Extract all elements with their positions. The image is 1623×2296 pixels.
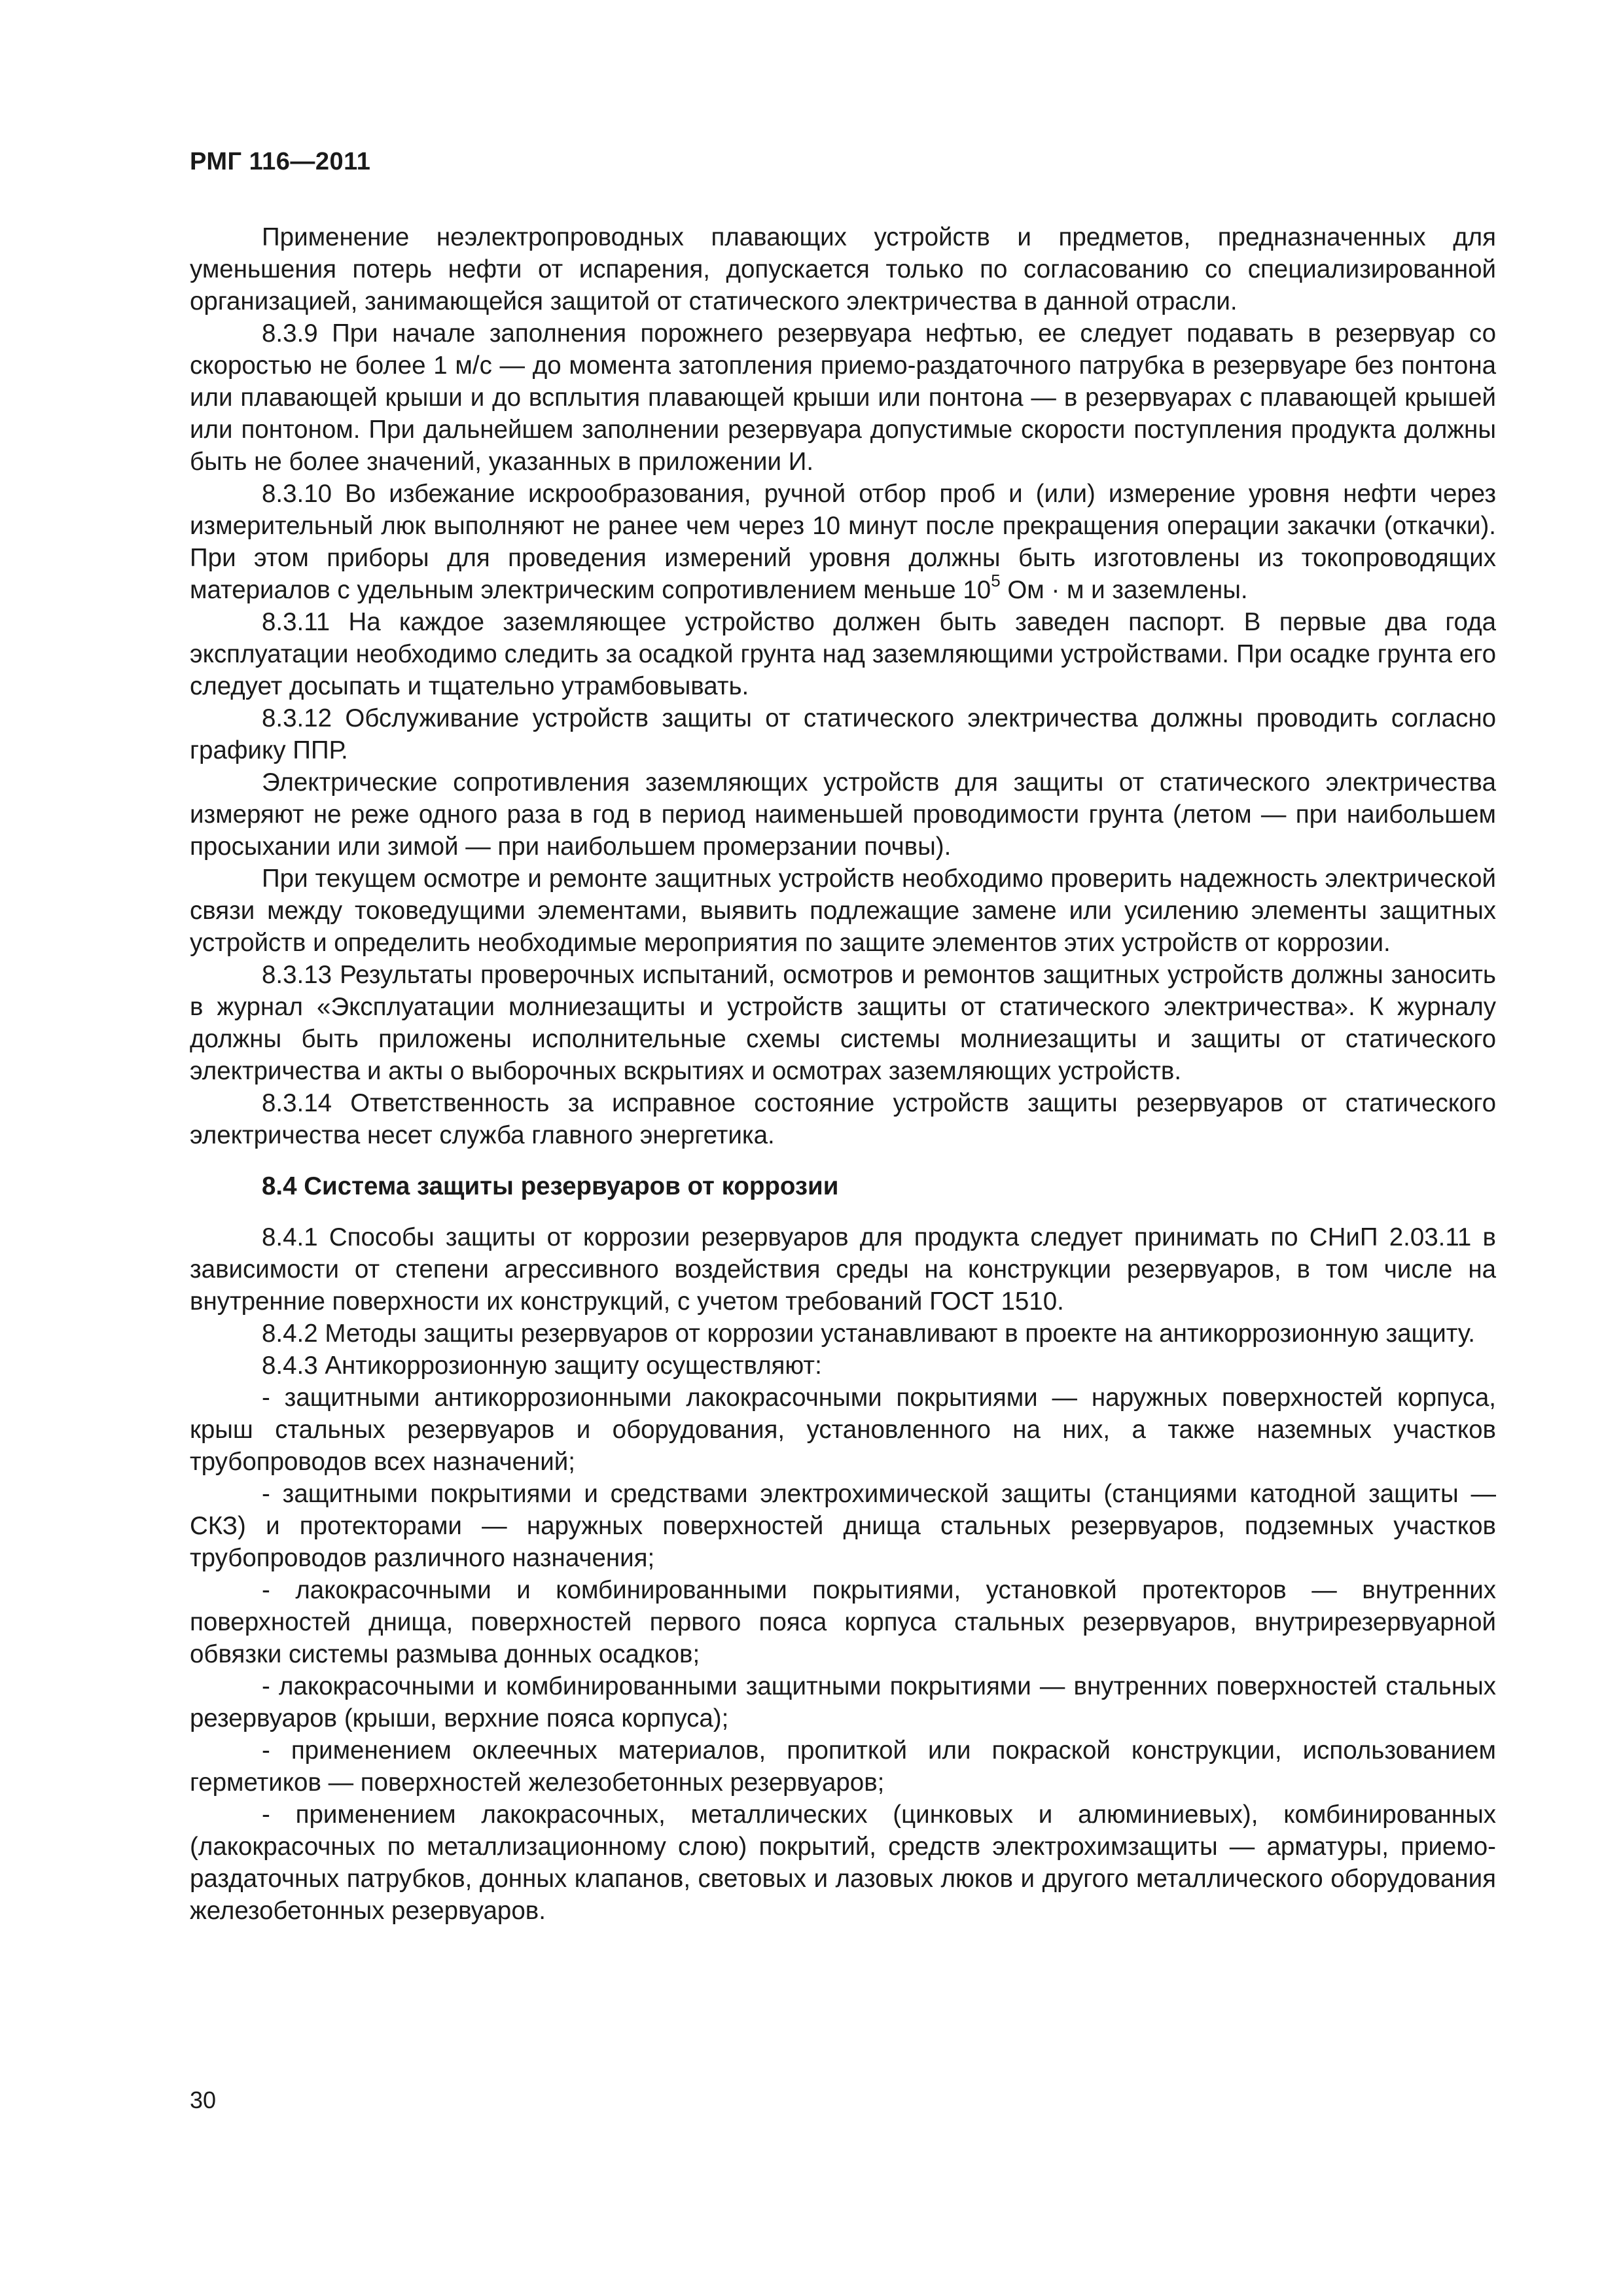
paragraph-8-3-12: 8.3.12 Обслуживание устройств защиты от статического электричества должны проводить согласно графику ППР. (190, 704, 1496, 764)
list-item-interior-coatings: - лакокрасочными и комбинированными защитными покрытиями — внутренних поверхностей стальных резервуаров (крыши, верхние пояса корпуса); (190, 1672, 1496, 1732)
list-item-bottom-protectors: - лакокрасочными и комбинированными покрытиями, установкой протекторов — внутренних поверхностей днища, поверхностей первого пояса корпуса стальных резервуаров, внутрирезервуарной обвязки системы размыва донных осадков; (190, 1576, 1496, 1668)
body-text (190, 221, 1496, 1927)
paragraph-8-3-14: 8.3.14 Ответственность за исправное состояние устройств защиты резервуаров от статического электричества несет служба главного энергетика. (190, 1089, 1496, 1149)
paragraph-8-3-10 (190, 478, 1496, 606)
paragraph-8-3-13: 8.3.13 Результаты проверочных испытаний, осмотров и ремонтов защитных устройств должны заносить в журнал «Эксплуатации молниезащиты и устройств защиты от статического электричества». К журналу должны быть приложены исполнительные схемы системы молниезащиты и защиты от статического электричества и акты о выборочных вскрытиях и осмотрах заземляющих устройств. (190, 961, 1496, 1085)
list-item-electrochemical: - защитными покрытиями и средствами электрохимической защиты (станциями катодной защиты — СКЗ) и протекторами — наружных поверхностей днища стальных резервуаров, подземных участков трубопроводов различного назначения; (190, 1480, 1496, 1572)
paragraph-8-4-3: 8.4.3 Антикоррозионную защиту осуществляют: (262, 1352, 822, 1380)
paragraph-resistance-measurement: Электрические сопротивления заземляющих устройств для защиты от статического электричества измеряют не реже одного раза в год в период наименьшей проводимости грунта (летом — при наибольшем просыхании или зимой — при наибольшем промерзании почвы). (190, 768, 1496, 861)
page-number: 30 (190, 2087, 217, 2113)
document-code: РМГ 116—2011 (190, 148, 371, 175)
paragraph-8-3-9: 8.3.9 При начале заполнения порожнего резервуара нефтью, ее следует подавать в резервуар со скоростью не более 1 м/с — до момента затопления приемо-раздаточного патрубка в резервуаре без понтона или плавающей крыши и до всплытия плавающей крыши или понтона — в резервуарах с плавающей крышей или понтоном. При дальнейшем заполнении резервуара допустимые скорости поступления продукта должны быть не более значений, указанных в приложении И. (190, 319, 1496, 476)
list-item-concrete-equipment: - применением лакокрасочных, металлических (цинковых и алюминиевых), комбинированных (лакокрасочных по металлизационному слою) покрытий, средств электрохимзащиты — арматуры, приемо-раздаточных патрубков, донных клапанов, световых и лазовых люков и другого металлического оборудования железобетонных резервуаров. (190, 1801, 1496, 1925)
paragraph-8-3-10-end: Ом · м и заземлены. (1000, 576, 1248, 604)
list-item-exterior-coatings: - защитными антикоррозионными лакокрасочными покрытиями — наружных поверхностей корпуса, крыш стальных резервуаров и оборудования, установленного на них, а также наземных участков трубопроводов всех назначений; (190, 1384, 1496, 1476)
paragraph-8-3-11: 8.3.11 На каждое заземляющее устройство должен быть заведен паспорт. В первые два года эксплуатации необходимо следить за осадкой грунта над заземляющими устройствами. При осадке грунта его следует досыпать и тщательно утрамбовывать. (190, 608, 1496, 700)
paragraph-8-3-10-text: 8.3.10 Во избежание искрообразования, ручной отбор проб и (или) измерение уровня нефти через измерительный люк выполняют не ранее чем через 10 минут после прекращения операции закачки (откачки). При этом приборы для проведения измерений уровня должны быть изготовлены из токопроводящих материалов с удельным электрическим сопротивлением меньше 10 (190, 480, 1496, 604)
paragraph-8-4-2: 8.4.2 Методы защиты резервуаров от коррозии устанавливают в проекте на антикоррозионную защиту. (262, 1319, 1475, 1348)
section-heading-8-4: 8.4 Система защиты резервуаров от коррозии (262, 1172, 839, 1200)
paragraph-floating-devices: Применение неэлектропроводных плавающих устройств и предметов, предназначенных для уменьшения потерь нефти от испарения, допускается только по согласованию со специализированной организацией, занимающейся защитой от статического электричества в данной отрасли. (190, 223, 1496, 315)
paragraph-inspection-repair: При текущем осмотре и ремонте защитных устройств необходимо проверить надежность электрической связи между токоведущими элементами, выявить подлежащие замене или усилению элементы защитных устройств и определить необходимые мероприятия по защите элементов этих устройств от коррозии. (190, 865, 1496, 957)
paragraph-8-4-1: 8.4.1 Способы защиты от коррозии резервуаров для продукта следует принимать по СНиП 2.03.11 в зависимости от степени агрессивного воздействия среды на конструкции резервуаров, в том числе на внутренние поверхности их конструкций, с учетом требований ГОСТ 1510. (190, 1223, 1496, 1316)
list-item-concrete-surfaces: - применением оклеечных материалов, пропиткой или покраской конструкции, использованием герметиков — поверхностей железобетонных резервуаров; (190, 1736, 1496, 1797)
exponent: 5 (991, 571, 1001, 591)
